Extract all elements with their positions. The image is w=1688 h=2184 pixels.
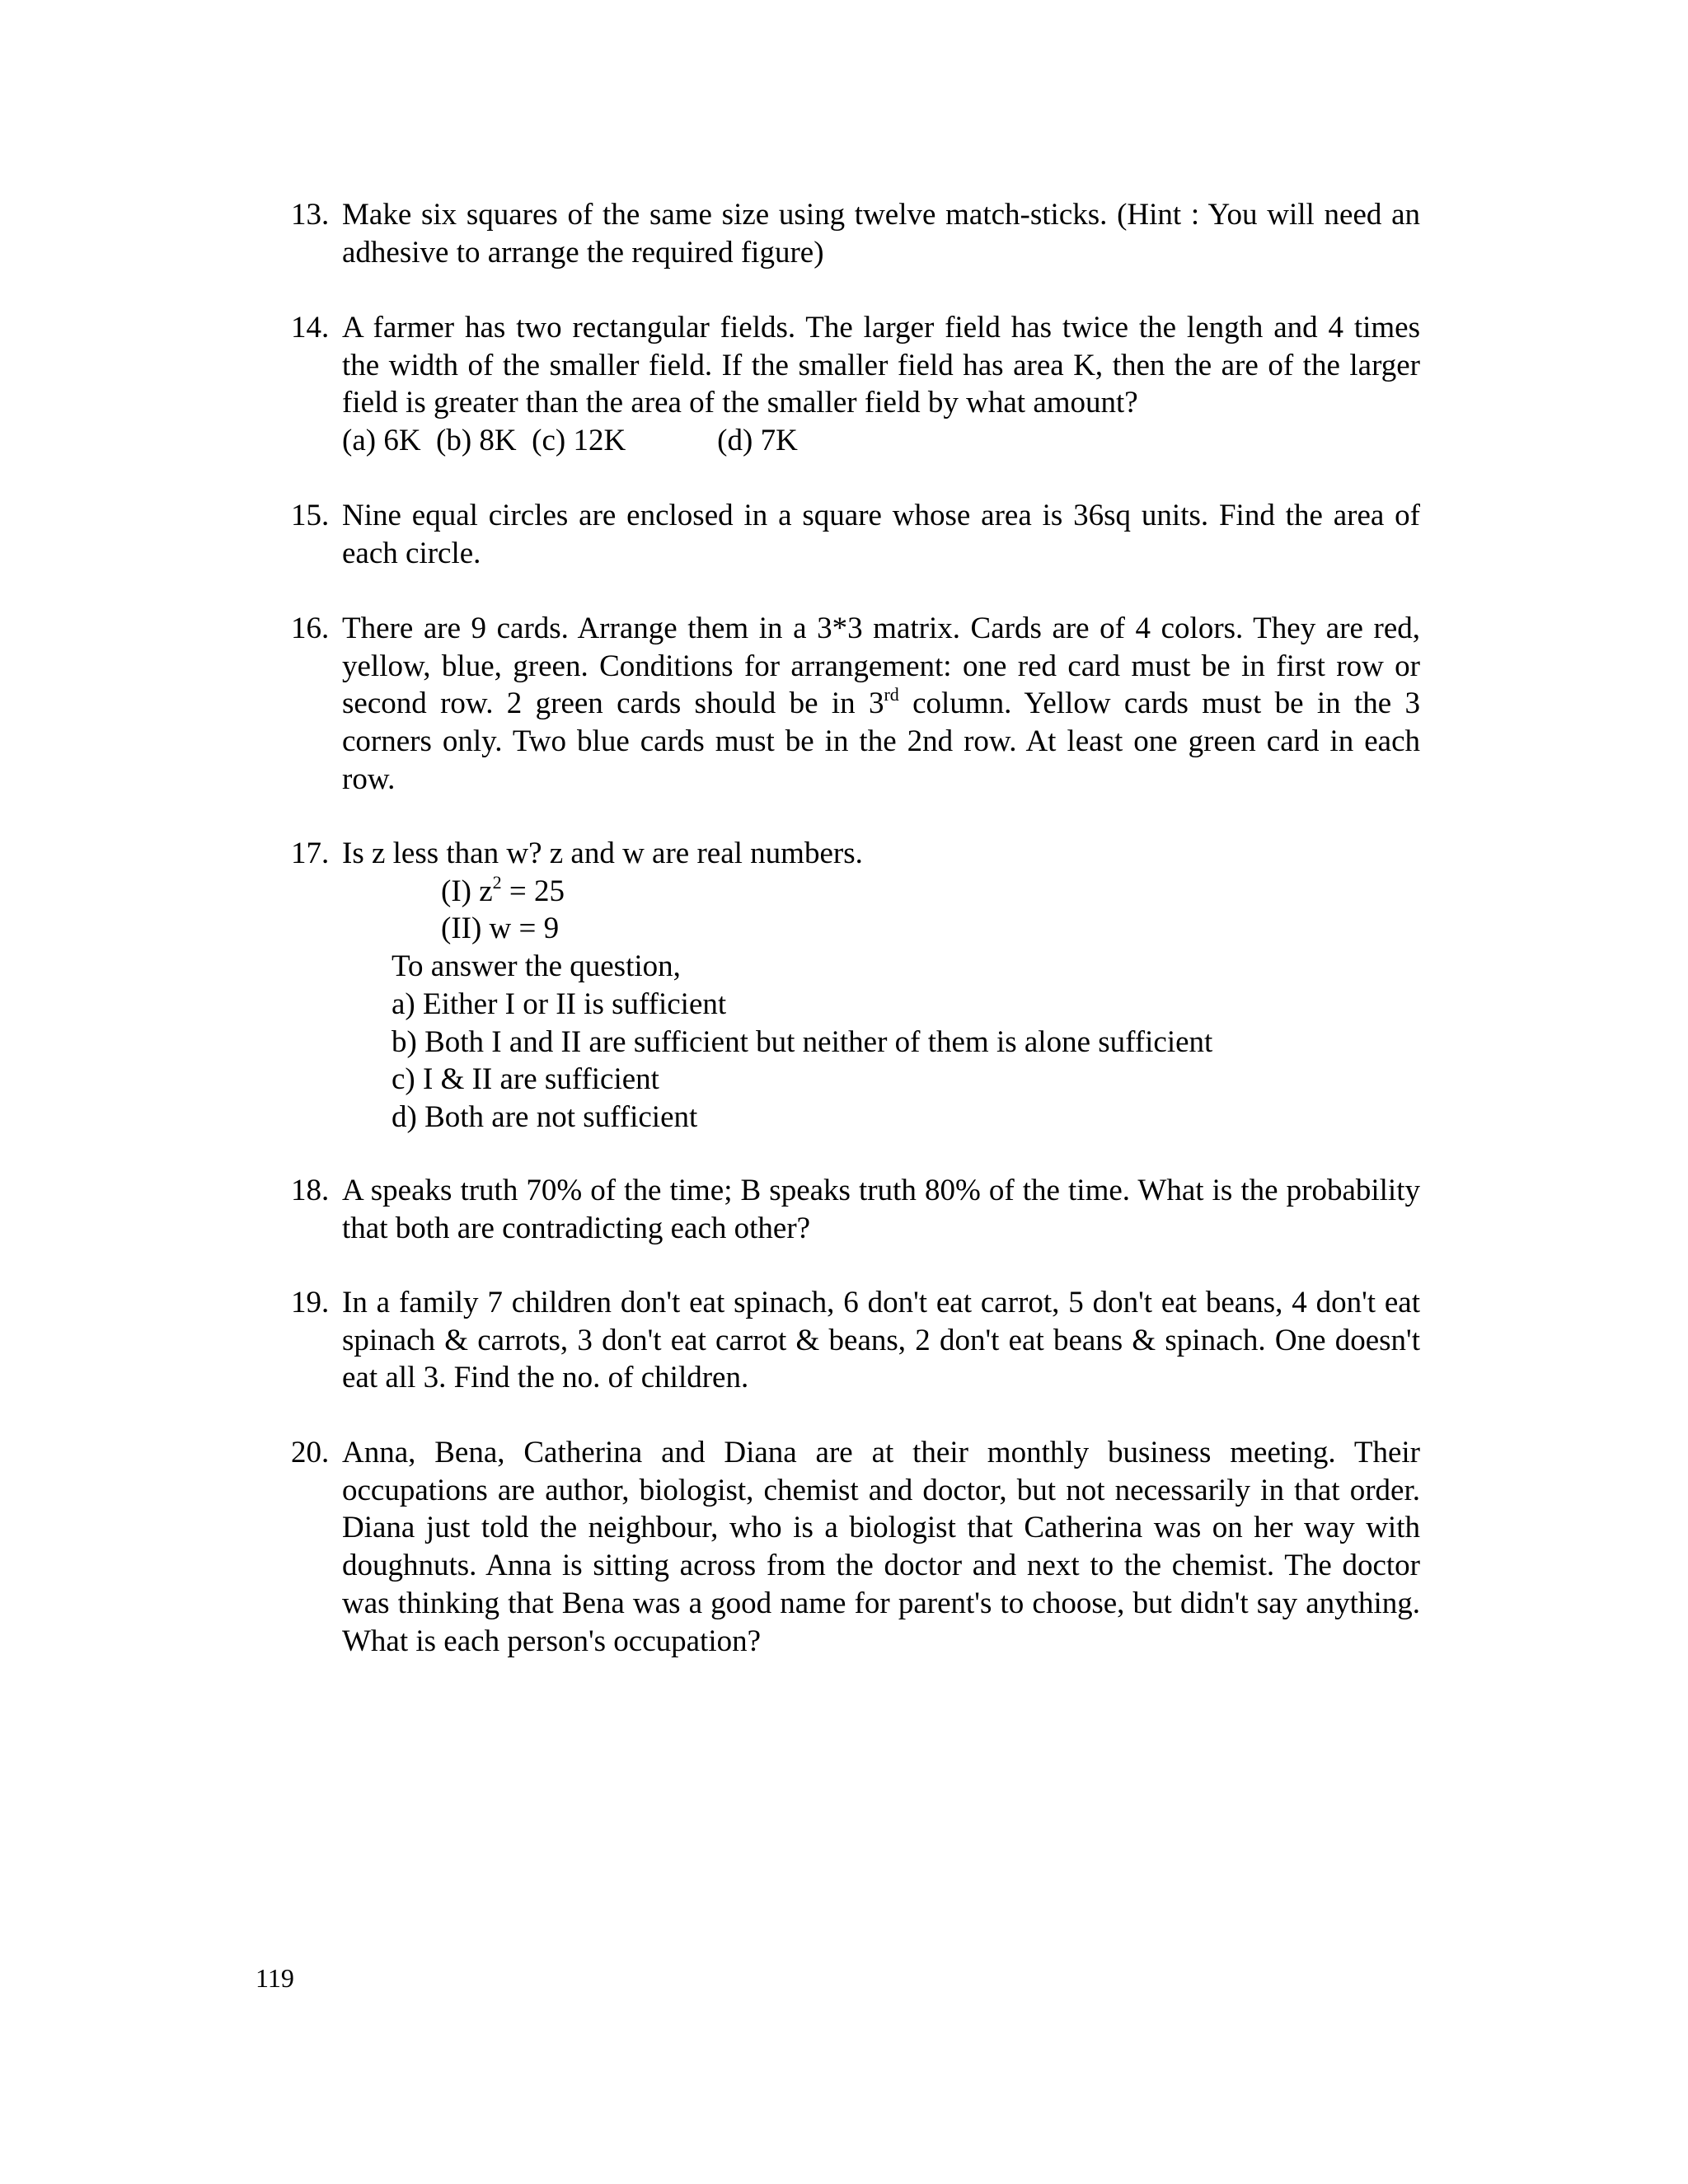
- condition-2: (II) w = 9: [441, 912, 560, 946]
- superscript: 2: [492, 871, 502, 893]
- question-text: In a family 7 children don't eat spinach, 6 don't eat carrot, 5 don't eat beans, 4 don't eat spinach & carrots, 3 don't eat carrot & beans, 2 don't eat beans & spinach. One doesn't eat all 3. Find the no. of children.: [342, 1286, 1420, 1395]
- question-number: 20.: [291, 1436, 330, 1469]
- answer-options: (a) 6K (b) 8K (c) 12K (d) 7K: [342, 424, 798, 458]
- question-text: Nine equal circles are enclosed in a square whose area is 36sq units. Find the area of each circle.: [342, 499, 1420, 570]
- question-body: [342, 835, 1420, 1137]
- question-number: 18.: [291, 1174, 330, 1207]
- question-number: 19.: [291, 1286, 330, 1319]
- condition-1: [441, 873, 1420, 911]
- answer-option-b: b) Both I and II are sufficient but neither of them is alone sufficient: [392, 1024, 1213, 1059]
- question-number: 14.: [291, 311, 330, 344]
- superscript: rd: [884, 684, 899, 705]
- question-number: 13.: [291, 198, 330, 232]
- question-text: Make six squares of the same size using twelve match-sticks. (Hint : You will need an adhesive to arrange the required figure): [342, 198, 1420, 269]
- question-number: 15.: [291, 499, 330, 532]
- text-segment: = 25: [501, 874, 565, 908]
- answer-option-d: d) Both are not sufficient: [392, 1099, 698, 1134]
- text-segment: There are 9 cards. Arrange them in a 3*3 matrix. Cards are of 4 colors. They are red, yellow, blue, green. Conditions for arrangement: one red card must be in first row or second row. 2 green cards should be in 3: [342, 612, 1420, 721]
- question-text: A farmer has two rectangular fields. The larger field has twice the length and 4 times the width of the smaller field. If the smaller field has area K, then the are of the larger field is greater than the area of the smaller field by what amount?: [342, 311, 1420, 420]
- question-number: 16.: [291, 612, 330, 645]
- answer-option-c: c) I & II are sufficient: [392, 1062, 659, 1097]
- text-segment: column. Yellow cards must be in the 3 corners only. Two blue cards must be in the 2nd row. At least one green card in each row.: [342, 687, 1420, 796]
- question-text: [342, 610, 1420, 799]
- page-number: 119: [256, 1963, 294, 1993]
- question-text: Anna, Bena, Catherina and Diana are at their monthly business meeting. Their occupations are author, biologist, chemist and doctor, but not necessarily in that order. Diana just told the neighbour, who is a biologist that Catherina was on her way with doughnuts. Anna is sitting across from the doctor and next to the chemist. The doctor was thinking that Bena was a good name for parent's to choose, but didn't say anything. What is each person's occupation?: [342, 1436, 1420, 1658]
- text-segment: (I) z: [441, 874, 493, 908]
- answer-prompt: To answer the question,: [392, 949, 681, 984]
- question-text: Is z less than w? z and w are real numbers.: [342, 837, 863, 870]
- question-text: A speaks truth 70% of the time; B speaks truth 80% of the time. What is the probability that both are contradicting each other?: [342, 1174, 1420, 1245]
- question-number: 17.: [291, 837, 330, 870]
- answer-option-a: a) Either I or II is sufficient: [392, 987, 727, 1021]
- question-body: [342, 309, 1420, 460]
